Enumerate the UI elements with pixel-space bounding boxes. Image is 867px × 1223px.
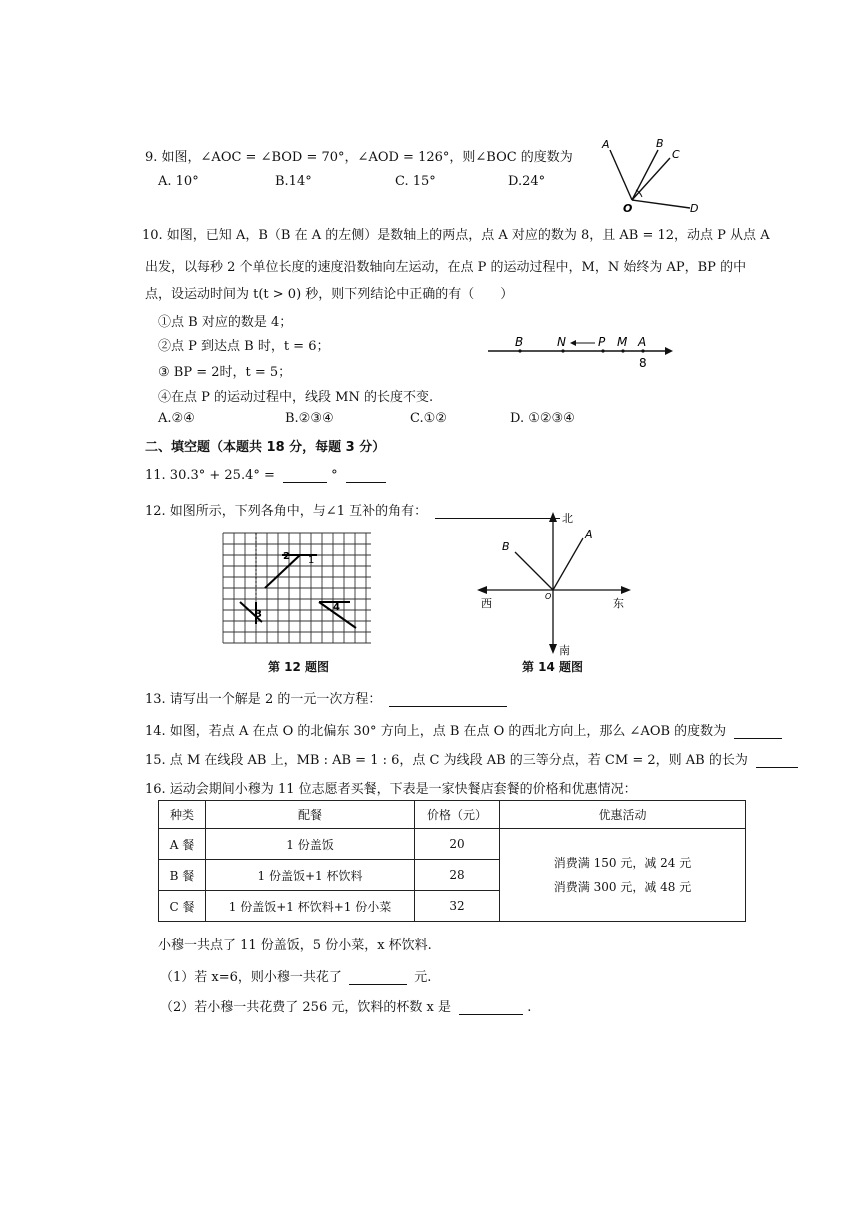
- q9-option-c: C. 15°: [395, 174, 436, 189]
- fig12-caption: 第 12 题图: [268, 660, 330, 674]
- q9-option-b: B.14°: [275, 174, 312, 189]
- ray-oa: [610, 150, 632, 200]
- q14-answer-blank[interactable]: [734, 724, 782, 739]
- q10-statement-1: ①点 B 对应的数是 4；: [158, 315, 293, 330]
- q16-sub1-text: （1）若 x=6，则小穆一共花了: [160, 970, 342, 985]
- label-a: A: [638, 335, 647, 349]
- label-8: 8: [639, 356, 647, 370]
- fig14-compass-figure: [475, 508, 640, 658]
- q16-note: 小穆一共点了 11 份盖饭，5 份小菜，x 杯饮料.: [158, 938, 432, 953]
- q16-sub1-answer-blank[interactable]: [349, 970, 407, 985]
- label-b: B: [515, 335, 524, 349]
- angle-arc: [636, 190, 642, 197]
- q11-text: 11. 30.3° + 25.4° =: [145, 468, 275, 483]
- section-2-heading: 二、填空题（本题共 18 分，每题 3 分）: [145, 440, 386, 455]
- label-2: 2: [283, 551, 290, 562]
- header-promo: 优惠活动: [500, 801, 746, 829]
- q15-text: 15. 点 M 在线段 AB 上，MB : AB = 1 : 6，点 C 为线段 AB 的三等分点，若 CM = 2，则 AB 的长为: [145, 753, 748, 768]
- q13-row: [145, 688, 507, 707]
- row-b-kind: B 餐: [159, 860, 206, 891]
- north-arrow-icon: [549, 512, 557, 522]
- q13-text: 13. 请写出一个解是 2 的一元一次方程：: [145, 692, 382, 707]
- q11-answer-blank-2[interactable]: [346, 468, 386, 483]
- row-c-price: 32: [415, 891, 500, 922]
- q10-line3: 点，设运动时间为 t(t > 0) 秒，则下列结论中正确的有（ ）: [145, 287, 514, 302]
- ray-od: [632, 200, 690, 208]
- fig14-caption: 第 14 题图: [522, 660, 584, 674]
- q14-text: 14. 如图，若点 A 在点 O 的北偏东 30° 方向上，点 B 在点 O 的西北方向上，那么 ∠AOB 的度数为: [145, 724, 727, 739]
- header-kind: 种类: [159, 801, 206, 829]
- south-arrow-icon: [549, 644, 557, 654]
- q10-statement-3: ③ BP = 2时，t = 5；: [158, 365, 292, 380]
- west-arrow-icon: [477, 586, 487, 594]
- label-4: 4: [333, 602, 340, 613]
- point-n: [561, 349, 564, 352]
- q9-option-d: D.24°: [508, 174, 546, 189]
- label-c: C: [672, 148, 680, 161]
- q10-option-b: B.②③④: [285, 411, 334, 426]
- q10-option-c: C.①②: [410, 411, 447, 426]
- q11-row: [145, 468, 386, 483]
- promo-line-2: 消费满 300 元，减 48 元: [553, 880, 692, 894]
- label-p: P: [598, 335, 606, 349]
- label-a: A: [602, 138, 610, 151]
- q16-sub2-row: （2）若小穆一共花费了 256 元，饮料的杯数 x 是 .: [160, 1000, 532, 1015]
- label-o: O: [623, 202, 633, 215]
- point-m: [621, 349, 624, 352]
- row-a-price: 20: [415, 829, 500, 860]
- q10-option-d: D. ①②③④: [510, 411, 575, 426]
- label-west: 西: [481, 597, 492, 610]
- grid-lines: [223, 533, 371, 643]
- q9-angle-figure: [590, 132, 710, 217]
- label-m: M: [617, 335, 628, 349]
- label-north: 北: [562, 512, 573, 525]
- ray-ob: [515, 552, 553, 590]
- label-b: B: [656, 137, 664, 150]
- table-header-row: [159, 801, 746, 829]
- header-price: 价格（元）: [415, 801, 500, 829]
- q11-answer-blank-1[interactable]: [283, 468, 327, 483]
- row-b-meal: 1 份盖饭+1 杯饮料: [206, 860, 415, 891]
- ray-oa: [553, 538, 583, 590]
- q13-answer-blank[interactable]: [389, 692, 507, 707]
- label-b: B: [502, 540, 510, 553]
- axis-arrow-icon: [665, 347, 673, 355]
- q10-line2: 出发，以每秒 2 个单位长度的速度沿数轴向左运动，在点 P 的运动过程中，M，N 始终为 AP，BP 的中: [145, 260, 747, 275]
- q16-sub1-unit: 元.: [414, 970, 432, 985]
- point-a: [641, 349, 644, 352]
- q9-text: 9. 如图，∠AOC = ∠BOD = 70°，∠AOD = 126°，则∠BOC 的度数为: [145, 150, 573, 165]
- east-arrow-icon: [621, 586, 631, 594]
- table-row: [159, 829, 746, 860]
- q16-text: 16. 运动会期间小穆为 11 位志愿者买餐，下表是一家快餐店套餐的价格和优惠情况：: [145, 782, 637, 797]
- label-a: A: [585, 528, 593, 541]
- q15-answer-blank[interactable]: [756, 753, 798, 768]
- label-1: 1: [308, 555, 315, 566]
- label-3: 3: [255, 609, 262, 620]
- row-c-kind: C 餐: [159, 891, 206, 922]
- q10-number-line: [480, 330, 680, 375]
- q10-option-a: A.②④: [158, 411, 195, 426]
- row-c-meal: 1 份盖饭+1 杯饮料+1 份小菜: [206, 891, 415, 922]
- price-table: [158, 800, 746, 922]
- point-b: [518, 349, 521, 352]
- row-a-meal: 1 份盖饭: [206, 829, 415, 860]
- label-o: O: [545, 592, 552, 601]
- row-a-kind: A 餐: [159, 829, 206, 860]
- q14-row: [145, 720, 782, 739]
- q12-text: 12. 如图所示，下列各角中，与∠1 互补的角有：: [145, 504, 428, 519]
- q16-sub2-text: （2）若小穆一共花费了 256 元，饮料的杯数 x 是: [160, 1000, 451, 1015]
- q11-degree: °: [331, 468, 338, 483]
- q9-option-a: A. 10°: [158, 174, 199, 189]
- q10-statement-4: ④在点 P 的运动过程中，线段 MN 的长度不变.: [158, 390, 434, 405]
- q10-line1: 10. 如图，已知 A，B（B 在 A 的左侧）是数轴上的两点，点 A 对应的数为 8，且 AB = 12，动点 P 从点 A: [142, 228, 770, 243]
- q16-sub2-answer-blank[interactable]: [459, 1000, 523, 1015]
- promo-line-1: 消费满 150 元，减 24 元: [553, 856, 692, 870]
- label-east: 东: [613, 597, 624, 610]
- left-arrow-icon: [570, 340, 576, 346]
- header-meal: 配餐: [206, 801, 415, 829]
- promo-cell: [500, 829, 746, 922]
- q16-sub1-row: [160, 966, 431, 985]
- q15-row: [145, 749, 798, 768]
- label-n: N: [557, 335, 566, 349]
- label-south: 南: [559, 644, 570, 657]
- label-d: D: [690, 202, 699, 215]
- fig12-grid-figure: [222, 532, 372, 644]
- q10-statement-2: ②点 P 到达点 B 时，t = 6；: [158, 339, 330, 354]
- row-b-price: 28: [415, 860, 500, 891]
- point-p: [601, 349, 604, 352]
